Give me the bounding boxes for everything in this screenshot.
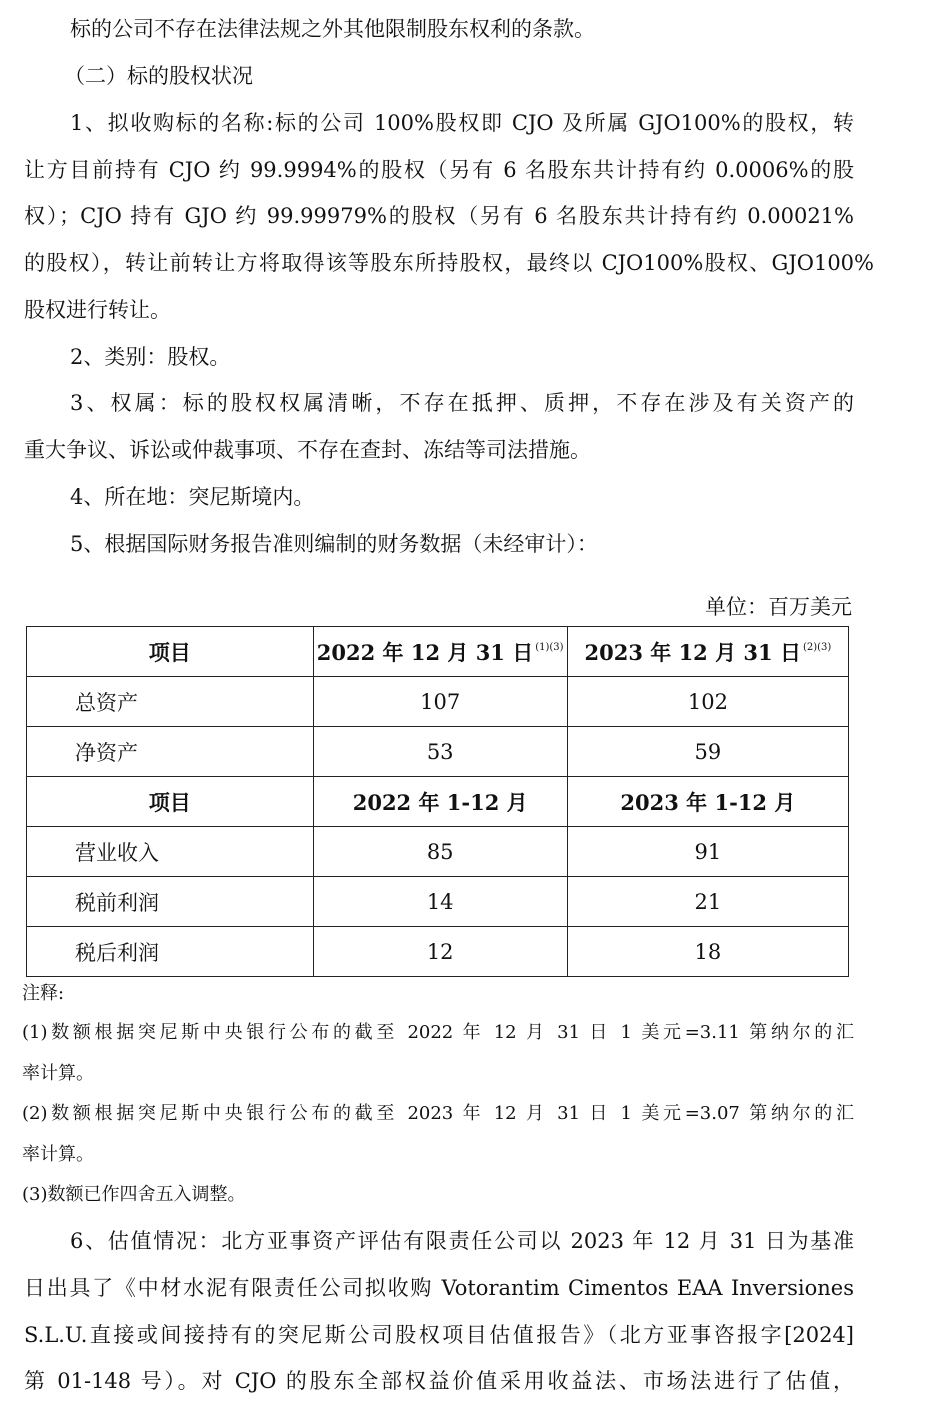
table-header-row <box>27 627 849 677</box>
header-2022-dec <box>313 627 567 677</box>
header-2023-dec <box>567 627 848 677</box>
cell-value: 91 <box>567 827 848 877</box>
paragraph-line: 第 01-148 号）。对 CJO 的股东全部权益价值采用收益法、市场法进行了估值， <box>24 1369 854 1393</box>
header-text: 2023 年 12 月 31 日 <box>584 639 801 665</box>
row-label: 税前利润 <box>27 877 314 927</box>
paragraph-line: 标的公司不存在法律法规之外其他限制股东权利的条款。 <box>70 17 595 41</box>
paragraph-line: 的股权），转让前转让方将取得该等股东所持股权，最终以 CJO100%股权、GJO100% <box>24 251 874 275</box>
section-heading: （二）标的股权状况 <box>64 64 253 88</box>
table-unit-label: 单位：百万美元 <box>705 595 852 619</box>
paragraph-line: S.L.U.直接或间接持有的突尼斯公司股权项目估值报告》（北方亚事咨报字[2024] <box>24 1323 854 1347</box>
paragraph-line: 6、估值情况：北方亚事资产评估有限责任公司以 2023 年 12 月 31 日为基准 <box>70 1229 854 1253</box>
cell-value: 107 <box>313 677 567 727</box>
paragraph-line: 5、根据国际财务报告准则编制的财务数据（未经审计）： <box>70 532 598 556</box>
note-line: 率计算。 <box>22 1063 94 1084</box>
footnote-ref: (2)(3) <box>802 641 832 653</box>
note-line: (3)数额已作四舍五入调整。 <box>22 1184 246 1205</box>
header-2022-period: 2022 年 1-12 月 <box>313 777 567 827</box>
cell-value: 14 <box>313 877 567 927</box>
paragraph-line: 1、拟收购标的名称:标的公司 100%股权即 CJO 及所属 GJO100%的股权，转 <box>70 111 854 135</box>
cell-value: 53 <box>313 727 567 777</box>
cell-value: 18 <box>567 927 848 977</box>
row-label: 总资产 <box>27 677 314 727</box>
table-header-row <box>27 777 849 827</box>
cell-value: 102 <box>567 677 848 727</box>
paragraph-line: 4、所在地：突尼斯境内。 <box>70 485 315 509</box>
table-row <box>27 677 849 727</box>
header-text: 2022 年 12 月 31 日 <box>316 639 534 665</box>
note-line: (2)数额根据突尼斯中央银行公布的截至 2023 年 12 月 31 日 1 美元=3.07 第纳尔的汇 <box>22 1103 854 1124</box>
row-label: 净资产 <box>27 727 314 777</box>
cell-value: 85 <box>313 827 567 877</box>
note-line: 率计算。 <box>22 1144 94 1165</box>
header-2023-period: 2023 年 1-12 月 <box>567 777 848 827</box>
row-label: 税后利润 <box>27 927 314 977</box>
table-row <box>27 727 849 777</box>
table-row <box>27 877 849 927</box>
paragraph-line: 2、类别：股权。 <box>70 345 231 369</box>
paragraph-line: 3、权属：标的股权权属清晰，不存在抵押、质押，不存在涉及有关资产的 <box>70 391 854 415</box>
paragraph-line: 日出具了《中材水泥有限责任公司拟收购 Votorantim Cimentos EAA Inversiones <box>24 1276 854 1300</box>
paragraph-line: 重大争议、诉讼或仲裁事项、不存在查封、冻结等司法措施。 <box>24 438 591 462</box>
paragraph-line: 让方目前持有 CJO 约 99.9994%的股权（另有 6 名股东共计持有约 0.0006%的股 <box>24 158 854 182</box>
notes-title: 注释: <box>22 983 65 1004</box>
table-row <box>27 827 849 877</box>
header-item: 项目 <box>27 627 314 677</box>
cell-value: 12 <box>313 927 567 977</box>
paragraph-line: 股权进行转让。 <box>24 298 171 322</box>
paragraph-line: 权）；CJO 持有 GJO 约 99.99979%的股权（另有 6 名股东共计持有约 0.00021% <box>24 204 854 228</box>
note-line: (1)数额根据突尼斯中央银行公布的截至 2022 年 12 月 31 日 1 美元=3.11 第纳尔的汇 <box>22 1022 854 1043</box>
financial-data-table <box>26 626 849 977</box>
cell-value: 21 <box>567 877 848 927</box>
table-row <box>27 927 849 977</box>
footnote-ref: (1)(3) <box>535 641 564 653</box>
row-label: 营业收入 <box>27 827 314 877</box>
header-item: 项目 <box>27 777 314 827</box>
cell-value: 59 <box>567 727 848 777</box>
